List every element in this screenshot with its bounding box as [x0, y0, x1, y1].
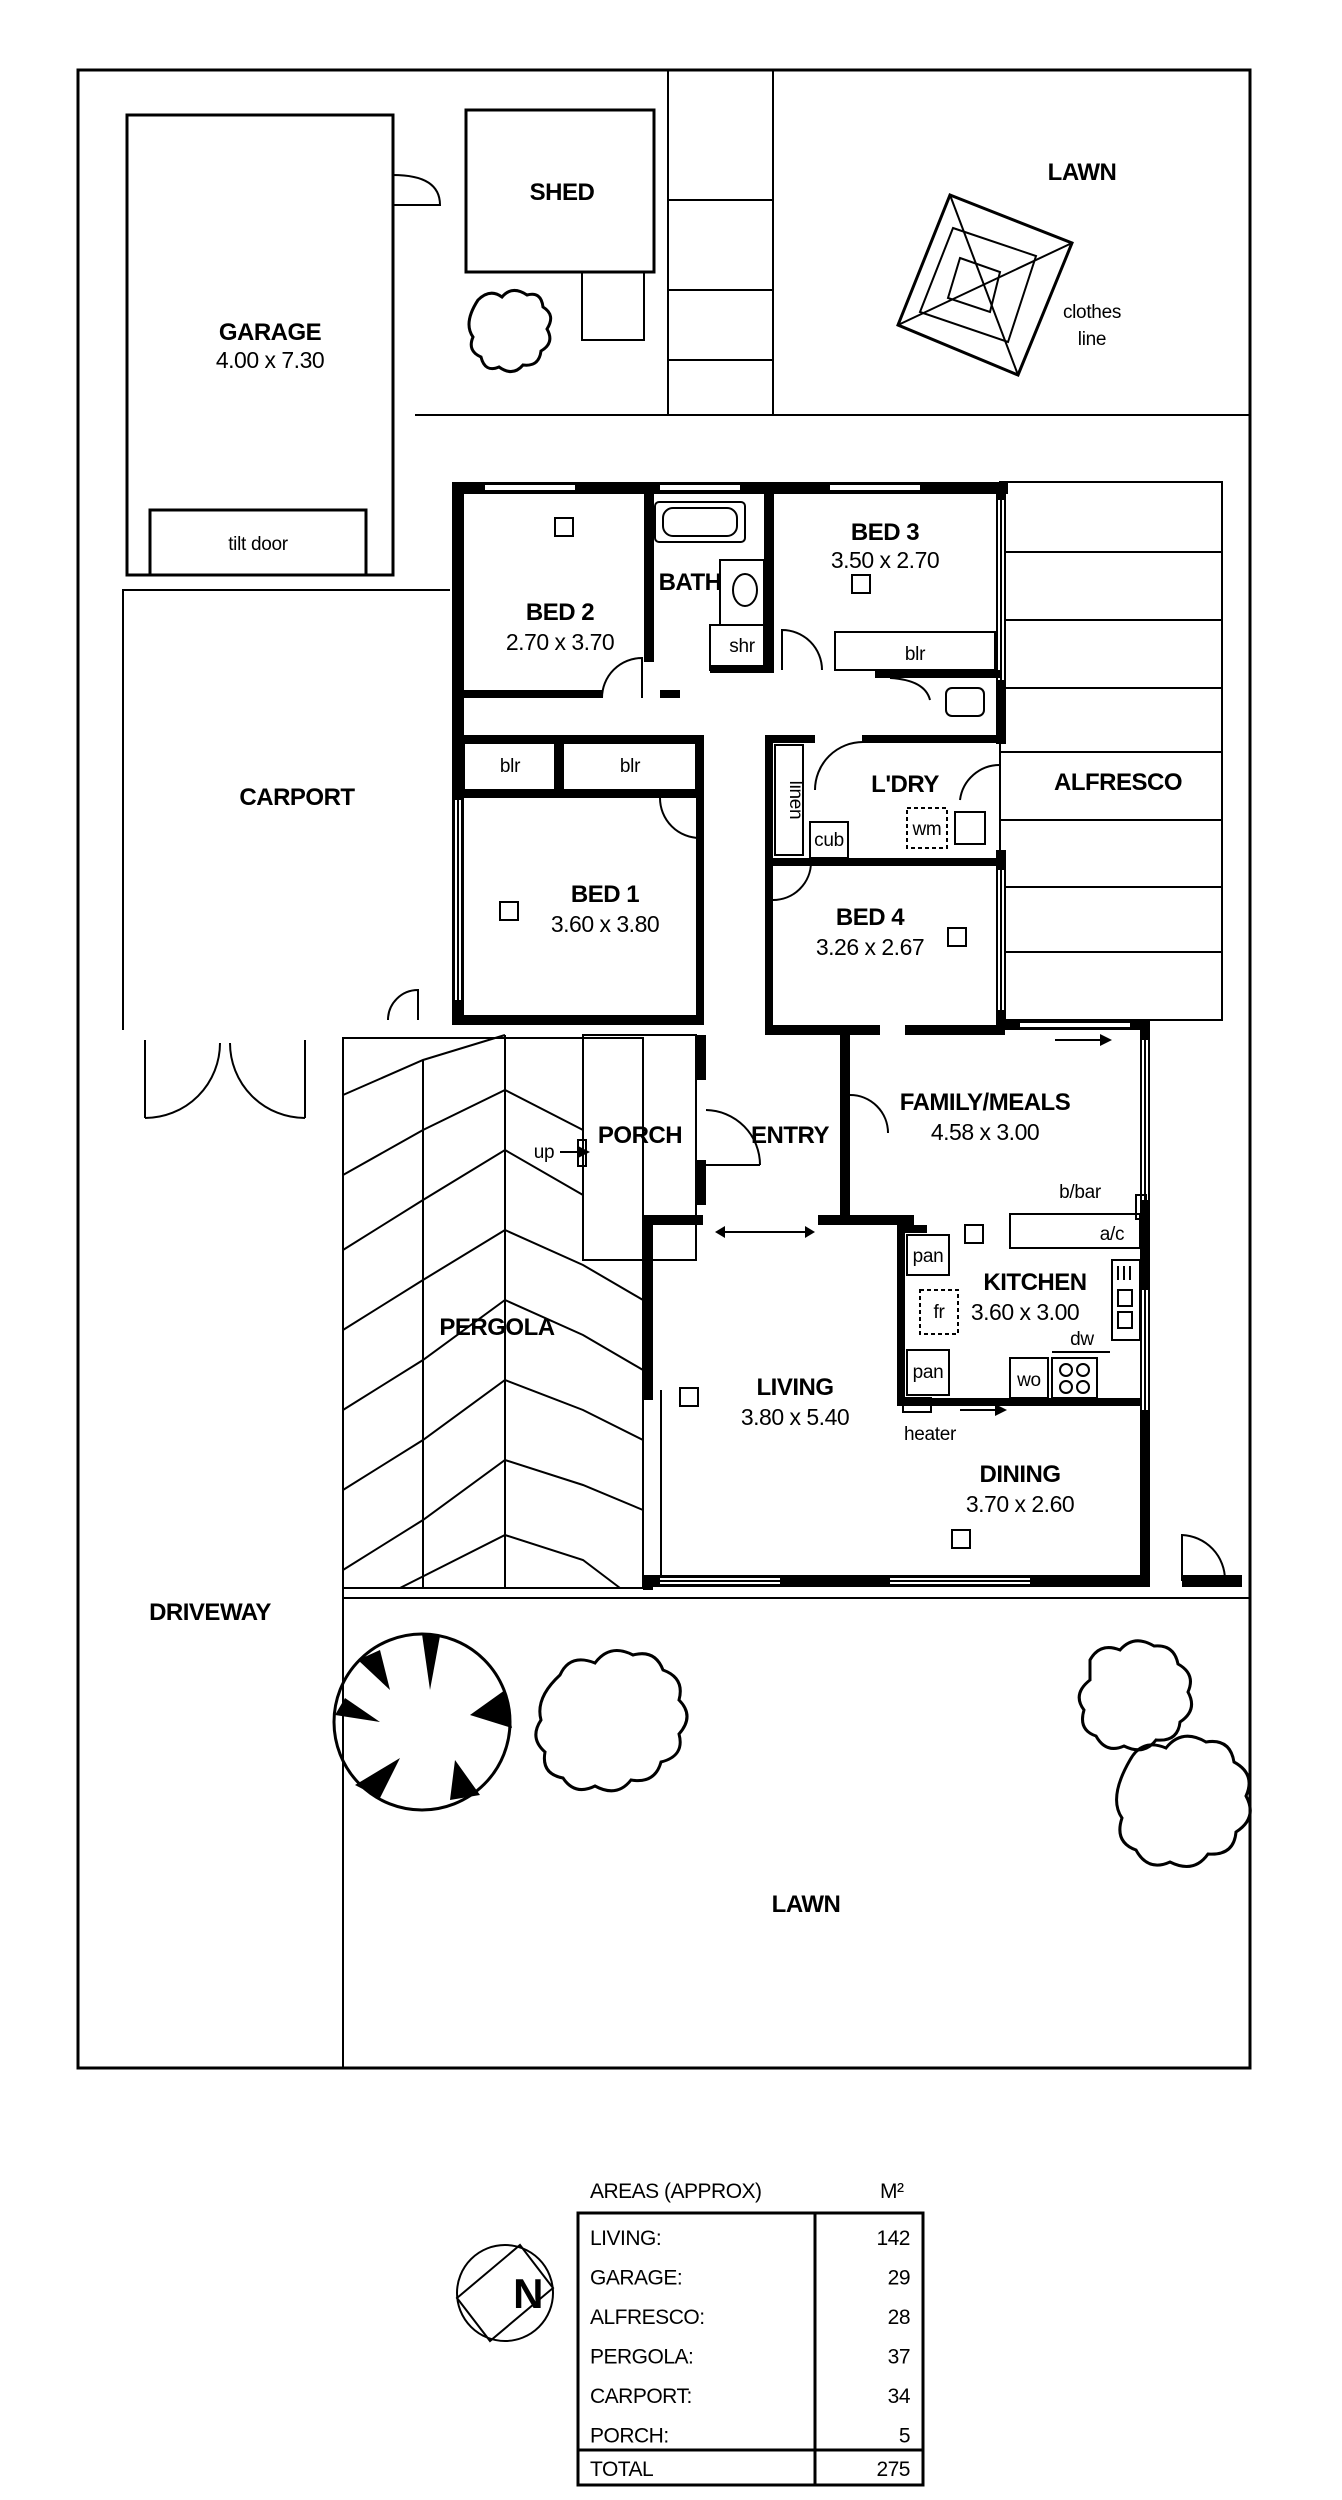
- porch-label: PORCH: [597, 1122, 683, 1149]
- areas-table: [578, 2180, 923, 2485]
- tree-rear: [469, 290, 551, 371]
- area-row-label: CARPORT:: [590, 2385, 692, 2408]
- cub-label: cub: [814, 830, 844, 851]
- bed-2: [506, 518, 642, 698]
- garage-label: GARAGE: [218, 319, 322, 346]
- family-meals: [850, 1034, 1112, 1243]
- family-label: FAMILY/MEALS: [899, 1089, 1071, 1116]
- area-row-label: LIVING:: [590, 2227, 662, 2250]
- areas-title: AREAS (approx): [590, 2180, 762, 2203]
- kitchen-dimensions: 3.60 x 3.00: [970, 1299, 1080, 1325]
- up-label: up: [533, 1142, 555, 1163]
- linen-label: linen: [785, 780, 806, 820]
- areas-total-value: 275: [876, 2458, 910, 2481]
- area-row-label: PORCH:: [590, 2424, 669, 2448]
- shed: [466, 110, 654, 340]
- bed-3: [782, 519, 995, 716]
- lawn-top-label: LAWN: [1047, 159, 1117, 186]
- carport-label: CARPORT: [239, 784, 355, 811]
- living: [680, 1374, 1007, 1445]
- built-in-robes: [464, 743, 696, 790]
- bed3-label: BED 3: [850, 519, 920, 546]
- pan-2-label: pan: [912, 1362, 944, 1383]
- garage-dimensions: 4.00 x 7.30: [215, 347, 325, 373]
- garage: [127, 115, 440, 575]
- bbar-label: b/bar: [1059, 1182, 1101, 1203]
- bed3-dimensions: 3.50 x 2.70: [830, 547, 940, 573]
- driveway: [149, 1588, 1250, 2068]
- clothes-line: [898, 195, 1121, 375]
- bed-1: [500, 798, 700, 937]
- clothes-line-label-2: line: [1077, 329, 1107, 350]
- alfresco-deck: [1000, 482, 1222, 1020]
- dw-label: dw: [1070, 1329, 1094, 1350]
- driveway-label: DRIVEWAY: [149, 1599, 271, 1626]
- ldry-label: L'DRY: [871, 771, 939, 798]
- area-row-label: GARAGE:: [590, 2266, 683, 2290]
- dining-label: DINING: [979, 1461, 1061, 1488]
- wo-label: wo: [1017, 1370, 1041, 1391]
- clothes-line-label-1: clothes: [1062, 302, 1122, 323]
- shed-label: SHED: [529, 179, 595, 206]
- compass: [457, 2245, 553, 2341]
- bath-label: BATH: [658, 569, 722, 596]
- area-row-label: ALFRESCO:: [590, 2306, 705, 2329]
- area-row-value: 34: [887, 2385, 910, 2408]
- areas-total-label: TOTAL: [590, 2458, 654, 2481]
- fr-label: fr: [933, 1302, 945, 1323]
- dining: [952, 1461, 1074, 1548]
- bed3-blr-label: blr: [904, 644, 926, 665]
- alfresco-label: ALFRESCO: [1054, 769, 1182, 796]
- heater-label: heater: [903, 1424, 957, 1445]
- tree-front-right: [1079, 1641, 1250, 1867]
- kitchen-label: KITCHEN: [983, 1269, 1087, 1296]
- bed-4: [773, 862, 966, 960]
- laundry: [775, 742, 1000, 858]
- bed2-dimensions: 2.70 x 3.70: [505, 629, 615, 655]
- porch-entry: [534, 1035, 830, 1260]
- dining-dimensions: 3.70 x 2.60: [965, 1491, 1075, 1517]
- tilt-door-label: tilt door: [228, 534, 288, 555]
- area-row-value: 37: [887, 2345, 910, 2369]
- area-row-value: 142: [876, 2227, 910, 2250]
- areas-unit: m²: [880, 2180, 904, 2203]
- bed4-dimensions: 3.26 x 2.67: [815, 934, 925, 960]
- pergola: [343, 1035, 643, 1588]
- wm-label: wm: [912, 819, 942, 840]
- living-label: LIVING: [756, 1374, 834, 1401]
- bed2-label: BED 2: [525, 599, 595, 626]
- tree-front-middle: [536, 1651, 687, 1791]
- entry-label: ENTRY: [751, 1122, 829, 1149]
- area-row-value: 29: [887, 2266, 910, 2290]
- area-row-value: 5: [898, 2424, 910, 2448]
- blr-2-label: blr: [619, 756, 641, 777]
- tree-front-left: [334, 1634, 512, 1810]
- bath-fixtures: [655, 502, 764, 670]
- bed1-dimensions: 3.60 x 3.80: [550, 911, 660, 937]
- bed4-label: BED 4: [835, 904, 905, 931]
- area-row-value: 28: [887, 2306, 910, 2329]
- shower-label: shr: [729, 636, 755, 657]
- pan-1-label: pan: [912, 1246, 944, 1267]
- area-row-label: PERGOLA:: [590, 2345, 694, 2369]
- lawn-bottom-label: LAWN: [771, 1891, 841, 1918]
- ac-label: a/c: [1099, 1224, 1125, 1245]
- bed1-label: BED 1: [570, 881, 640, 908]
- compass-letter: N: [513, 2270, 543, 2317]
- kitchen: [907, 1182, 1146, 1398]
- family-dimensions: 4.58 x 3.00: [930, 1119, 1040, 1145]
- pergola-label: PERGOLA: [439, 1314, 555, 1341]
- living-dimensions: 3.80 x 5.40: [740, 1404, 850, 1430]
- blr-1-label: blr: [499, 756, 521, 777]
